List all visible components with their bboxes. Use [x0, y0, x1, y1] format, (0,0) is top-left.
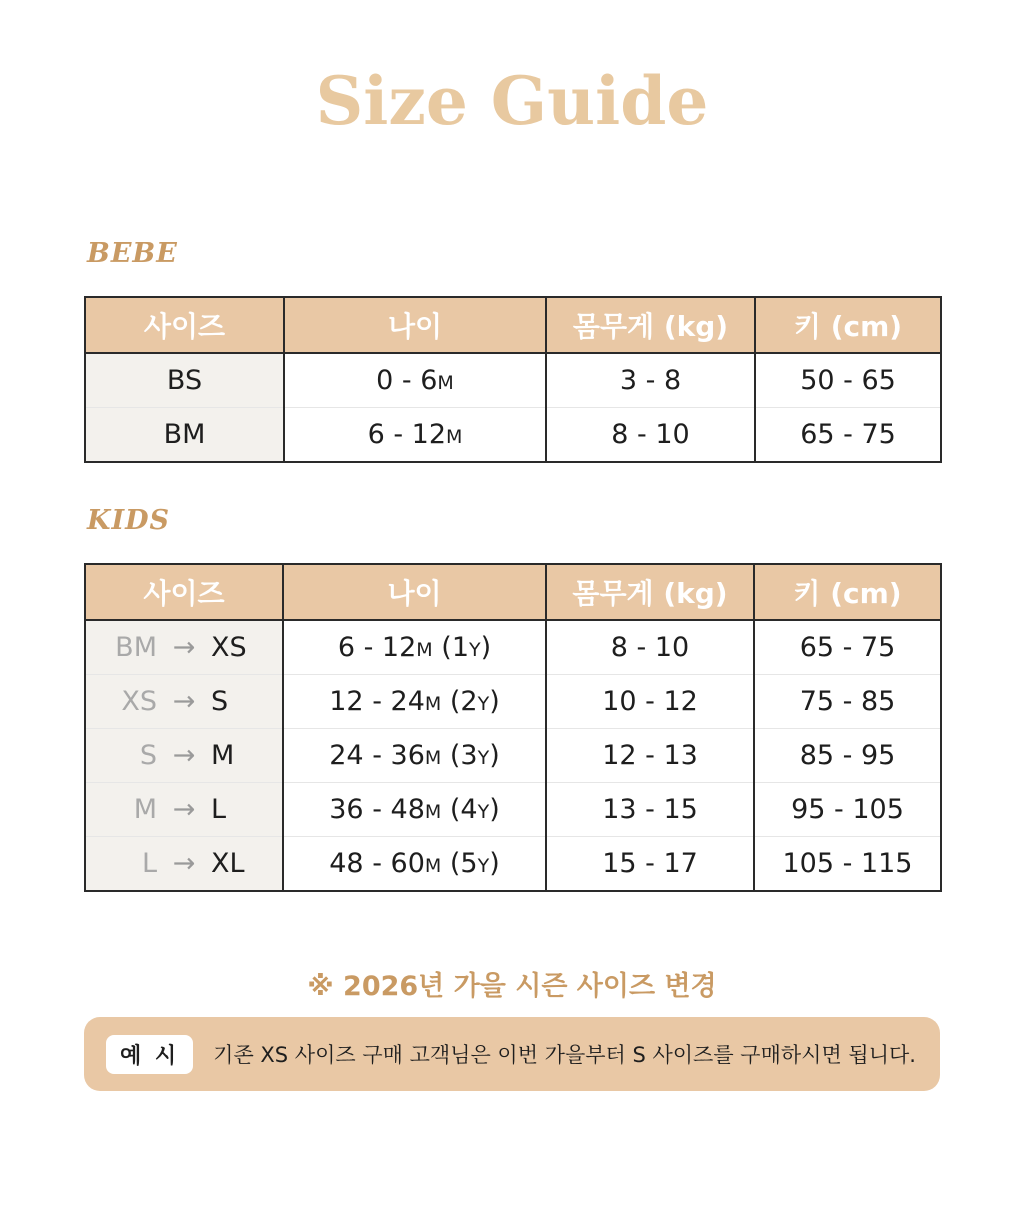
- table-row: [85, 837, 941, 892]
- weight-cell: 10 - 12: [546, 675, 754, 729]
- column-header-size: 사이즈: [85, 564, 283, 620]
- table-row: [85, 783, 941, 837]
- page-title: Size Guide: [315, 62, 709, 140]
- height-cell: 95 - 105: [754, 783, 941, 837]
- arrow-right-icon: →: [172, 848, 196, 879]
- table-header-row: [85, 564, 941, 620]
- height-cell: 105 - 115: [754, 837, 941, 892]
- example-banner: [84, 1017, 940, 1091]
- height-cell: 85 - 95: [754, 729, 941, 783]
- column-header-size: 사이즈: [85, 297, 284, 353]
- height-cell: 50 - 65: [755, 353, 941, 408]
- weight-cell: 13 - 15: [546, 783, 754, 837]
- size-change-cell: S → M: [85, 729, 283, 783]
- weight-cell: 3 - 8: [546, 353, 755, 408]
- table-row: [85, 675, 941, 729]
- table-row: [85, 620, 941, 675]
- example-text: 기존 XS 사이즈 구매 고객님은 이번 가을부터 S 사이즈를 구매하시면 됩니다.: [213, 1043, 916, 1067]
- arrow-right-icon: →: [172, 740, 196, 771]
- age-cell: 0 - 6M: [284, 353, 546, 408]
- table-row: [85, 729, 941, 783]
- size-cell: BM: [85, 408, 284, 463]
- column-header-height: 키 (cm): [755, 297, 941, 353]
- age-cell: 6 - 12M (1Y): [283, 620, 546, 675]
- section-label-bebe: BEBE: [87, 238, 178, 269]
- size-change-notice: ※ 2026년 가을 시즌 사이즈 변경: [307, 971, 717, 1002]
- table-row: [85, 353, 941, 408]
- column-header-height: 키 (cm): [754, 564, 941, 620]
- size-cell: BS: [85, 353, 284, 408]
- column-header-weight: 몸무게 (kg): [546, 564, 754, 620]
- table-row: [85, 408, 941, 463]
- height-cell: 75 - 85: [754, 675, 941, 729]
- section-label-kids: KIDS: [87, 505, 171, 536]
- height-cell: 65 - 75: [755, 408, 941, 463]
- size-change-cell: L → XL: [85, 837, 283, 892]
- column-header-weight: 몸무게 (kg): [546, 297, 755, 353]
- arrow-right-icon: →: [172, 794, 196, 825]
- kids-size-table: [84, 563, 942, 892]
- arrow-right-icon: →: [172, 632, 196, 663]
- size-change-cell: M → L: [85, 783, 283, 837]
- weight-cell: 12 - 13: [546, 729, 754, 783]
- age-cell: 12 - 24M (2Y): [283, 675, 546, 729]
- age-cell: 6 - 12M: [284, 408, 546, 463]
- weight-cell: 15 - 17: [546, 837, 754, 892]
- example-badge: 예 시: [106, 1035, 193, 1074]
- arrow-right-icon: →: [172, 686, 196, 717]
- table-header-row: [85, 297, 941, 353]
- bebe-size-table: [84, 296, 942, 463]
- height-cell: 65 - 75: [754, 620, 941, 675]
- age-cell: 36 - 48M (4Y): [283, 783, 546, 837]
- column-header-age: 나이: [283, 564, 546, 620]
- age-cell: 24 - 36M (3Y): [283, 729, 546, 783]
- column-header-age: 나이: [284, 297, 546, 353]
- size-change-cell: XS → S: [85, 675, 283, 729]
- weight-cell: 8 - 10: [546, 620, 754, 675]
- age-cell: 48 - 60M (5Y): [283, 837, 546, 892]
- size-change-cell: BM → XS: [85, 620, 283, 675]
- weight-cell: 8 - 10: [546, 408, 755, 463]
